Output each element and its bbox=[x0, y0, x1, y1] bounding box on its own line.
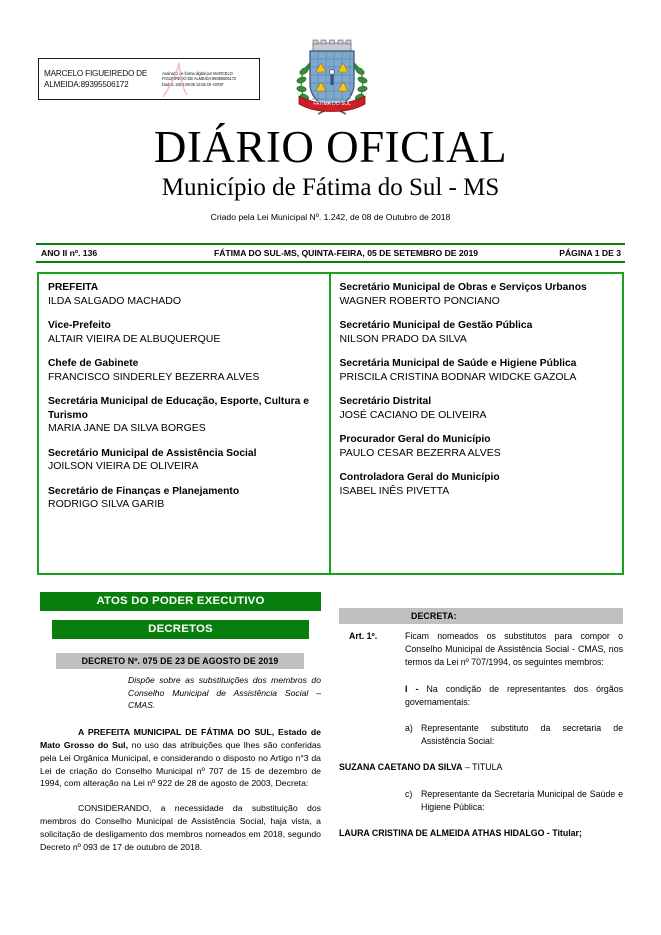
decree-column-right bbox=[339, 630, 623, 853]
coat-of-arms-motto: FATIMA DO SUL bbox=[313, 101, 351, 107]
official-name: PRISCILA CRISTINA BODNAR WIDCKE GAZOLA bbox=[339, 370, 577, 383]
decree-ementa: Dispõe sobre as substituições dos membros do Conselho Municipal de Assistência Social – CMAS. bbox=[128, 675, 321, 711]
article-1-label: Art. 1º. bbox=[349, 631, 378, 641]
page-title: DIÁRIO OFICIAL bbox=[153, 122, 508, 172]
official-name: ALTAIR VIEIRA DE ALBUQUERQUE bbox=[48, 332, 221, 345]
official-entry bbox=[48, 395, 321, 436]
official-name: WAGNER ROBERTO PONCIANO bbox=[339, 294, 500, 307]
inciso-1-text: Na condição de representantes dos órgãos governamentais: bbox=[405, 683, 623, 707]
masthead-subtitle: Município de Fátima do Sul - MS bbox=[161, 174, 500, 201]
official-role: Secretário Municipal de Obras e Serviços Urbanos bbox=[339, 282, 587, 293]
article-1-text: Ficam nomeados os substitutos para compor o Conselho Municipal de Assistência Social - CMAS, nos termos da Lei nº 707/1994, os seguintes membros: bbox=[405, 631, 623, 668]
decree-preamble-rest: no uso das atribuições que lhes são conferidas pela Lei Orgânica Municipal, e considerando o disposto no Artigo n°3 da Lei de criação do Conselho Municipal nº 707 de 15 de dezembro de 1994, com alteração na Lei nº 922 de 28 de agosto de 2003, Decreta: bbox=[40, 739, 321, 789]
official-name: NILSON PRADO DA SILVA bbox=[339, 332, 467, 345]
appointee-1 bbox=[339, 761, 623, 774]
alinea-c-marker: c) bbox=[405, 788, 413, 799]
signature-metadata bbox=[162, 71, 254, 88]
issue-year-number: ANO II nº. 136 bbox=[41, 248, 98, 258]
issue-bar bbox=[36, 243, 625, 263]
official-entry bbox=[48, 319, 321, 346]
official-role: Secretária Municipal de Saúde e Higiene Pública bbox=[339, 358, 577, 369]
official-role: Secretária Municipal de Educação, Esporte, Cultura e Turismo bbox=[48, 396, 309, 421]
official-role: PREFEITA bbox=[48, 282, 99, 293]
official-role: Vice-Prefeito bbox=[48, 320, 111, 331]
official-entry bbox=[340, 395, 615, 422]
alinea-a-text: Representante substituto da secretaria de Assistência Social: bbox=[421, 723, 623, 747]
decree-number-band: DECRETO Nº. 075 DE 23 DE AGOSTO DE 2019 bbox=[56, 653, 304, 669]
alinea-c bbox=[405, 788, 623, 814]
official-role: Controladora Geral do Município bbox=[339, 472, 500, 483]
official-entry bbox=[48, 447, 321, 474]
decree-preamble-bold: A PREFEITA MUNICIPAL DE FÁTIMA DO SUL, Estado de Mato Grosso do Sul, bbox=[40, 726, 321, 750]
inciso-1 bbox=[405, 683, 623, 709]
official-role: Secretário Municipal de Gestão Pública bbox=[339, 320, 533, 331]
official-name: MARIA JANE DA SILVA BORGES bbox=[48, 422, 206, 434]
official-entry bbox=[340, 281, 615, 308]
decree-preamble bbox=[40, 726, 321, 791]
official-name: ISABEL INÊS PIVETTA bbox=[339, 484, 450, 497]
officials-column-left bbox=[39, 274, 331, 573]
official-name: ILDA SALGADO MACHADO bbox=[48, 294, 182, 307]
inciso-1-marker: I - bbox=[405, 683, 419, 694]
decree-considerando: CONSIDERANDO, a necessidade da substituição dos membros do Conselho Municipal de Assistência Social, haja vista, a solicitação de desligamento dos membros nomeados em 2018, segundo Decreto nº 093 de 17 de outubro de 2018. bbox=[40, 803, 321, 853]
official-role: Secretário Distrital bbox=[339, 396, 432, 407]
section-banner-decretos: DECRETOS bbox=[52, 620, 309, 639]
official-entry bbox=[48, 485, 321, 512]
masthead bbox=[0, 122, 661, 224]
official-role: Chefe de Gabinete bbox=[48, 358, 139, 369]
official-name: PAULO CESAR BEZERRA ALVES bbox=[339, 446, 501, 459]
official-name: JOILSON VIEIRA DE OLIVEIRA bbox=[48, 460, 199, 472]
signature-meta-line-1: Assinado de forma digital por MARCELO bbox=[162, 70, 233, 76]
section-banner-atos: ATOS DO PODER EXECUTIVO bbox=[40, 592, 321, 611]
appointee-2 bbox=[339, 827, 623, 840]
masthead-law-reference: Criado pela Lei Municipal Nº. 1.242, de 08 de Outubro de 2018 bbox=[210, 212, 451, 222]
officials-box bbox=[37, 272, 624, 575]
official-role: Secretário Municipal de Assistência Social bbox=[48, 447, 257, 459]
official-entry bbox=[340, 357, 615, 384]
appointee-1-role: – TITULA bbox=[462, 762, 503, 773]
official-name: FRANCISCO SINDERLEY BEZERRA ALVES bbox=[48, 370, 260, 383]
official-entry bbox=[340, 471, 615, 498]
signature-meta-line-3: Dados: 2019.09.05 12:55:19 -04'00' bbox=[162, 81, 224, 87]
alinea-a-marker: a) bbox=[405, 723, 413, 734]
alinea-c-text: Representante da Secretaria Municipal de Saúde e Higiene Pública: bbox=[421, 788, 623, 812]
article-1 bbox=[339, 630, 623, 670]
official-entry bbox=[340, 319, 615, 346]
signature-name: MARCELO FIGUEIREDO DE ALMEIDA:89395506172 bbox=[44, 69, 148, 89]
officials-column-right bbox=[331, 274, 623, 573]
official-role: Procurador Geral do Município bbox=[339, 434, 491, 445]
issue-city-date: FÁTIMA DO SUL-MS, QUINTA-FEIRA, 05 DE SETEMBRO DE 2019 bbox=[213, 248, 479, 258]
issue-page-number: PÁGINA 1 DE 3 bbox=[559, 248, 621, 258]
appointee-1-name: SUZANA CAETANO DA SILVA bbox=[339, 762, 463, 773]
official-entry bbox=[48, 357, 321, 384]
digital-signature-stamp bbox=[38, 58, 260, 100]
decreta-band: DECRETA: bbox=[339, 608, 623, 624]
appointee-2-name: LAURA CRISTINA DE ALMEIDA ATHAS HIDALGO - Titular; bbox=[339, 828, 582, 839]
official-name: JOSÉ CACIANO DE OLIVEIRA bbox=[339, 408, 487, 421]
coat-of-arms-icon bbox=[296, 38, 368, 124]
official-name: RODRIGO SILVA GARIB bbox=[48, 498, 165, 510]
decree-column-left bbox=[40, 674, 321, 866]
official-entry bbox=[48, 281, 321, 308]
signature-meta-line-2: FIGUEIREDO DE ALMEIDA:89395506172 bbox=[162, 76, 237, 82]
alinea-a bbox=[405, 722, 623, 748]
official-role: Secretário de Finanças e Planejamento bbox=[48, 485, 240, 497]
official-entry bbox=[340, 433, 615, 460]
